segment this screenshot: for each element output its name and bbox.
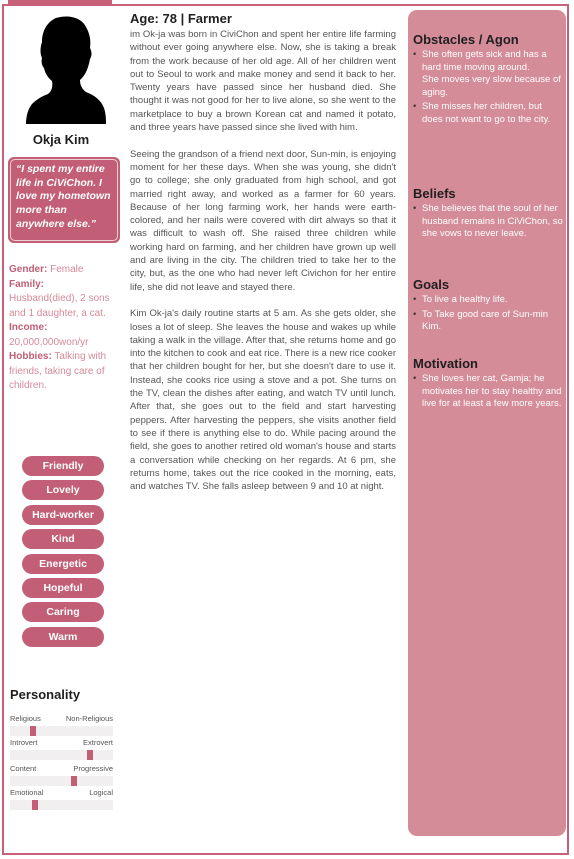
personality-slider-religion: Religious Non-Religious bbox=[10, 714, 113, 736]
persona-facts bbox=[9, 263, 125, 394]
biography bbox=[130, 28, 396, 507]
trait-badge: Warm bbox=[22, 627, 104, 647]
bio-paragraph: im Ok-ja was born in CiviChon and spent her entire life farming without ever going anywhere else. Now, she is taking a break from the work because of her old age. All of her children went out to Seoul to work and make money and send it back to her. Twenty years have passed since her husband died. She thought it was not good for her to live alone, so she went to the marketplace to buy a brown Korean cat and named it potato, and three years have passed since she lived with him. bbox=[130, 29, 396, 134]
motivation-section bbox=[413, 356, 563, 413]
goal-item: • To Take good care of Sun-min Kim. bbox=[413, 309, 563, 334]
fact-gender: Gender: Female bbox=[9, 264, 84, 275]
obstacle-item: • She misses her children, but does not want to go to the city. bbox=[413, 101, 563, 126]
goals-section bbox=[413, 277, 563, 336]
slider-thumb bbox=[71, 776, 77, 786]
trait-badges bbox=[22, 456, 104, 651]
personality-title: Personality bbox=[10, 687, 81, 702]
goals-title: Goals bbox=[413, 277, 450, 292]
persona-name: Okja Kim bbox=[32, 132, 90, 147]
slider-track bbox=[10, 800, 113, 810]
slider-track bbox=[10, 726, 113, 736]
fact-income: Income: 20,000,000won/yr bbox=[9, 322, 89, 348]
bio-paragraph: Kim Ok-ja's daily routine starts at 5 am. As she gets older, she loses a lot of sleep. She leaves the house and wakes up while taking a walk in the village. After that, she returns home and go into the kitchen to cook and eat rice. There is a new rice cooker that her children bought for her, but she doesn't dare to use it. Instead, she cooks rice using a stove and a pot. She turns on the TV, clean the dishes after eating, and watch TV until lunch. After that, she goes out to the field and start harvesting peppers. After harvesting the peppers, she visits another field to see if there is anything else to do. While pacing around the field, she goes to another retired old woman's house and starts a conversation while checking on her regards. At 6 pm, she returns home, takes out the rice cooked in the morning, eats, and watches TV. She falls asleep between 9 and 10 at night. bbox=[130, 308, 396, 493]
slider-thumb bbox=[32, 800, 38, 810]
trait-badge: Hopeful bbox=[22, 578, 104, 598]
belief-item: • She believes that the soul of her husband remains in CiViChon, so she vows to never leave. bbox=[413, 203, 563, 241]
trait-badge: Friendly bbox=[22, 456, 104, 476]
beliefs-title: Beliefs bbox=[413, 186, 456, 201]
trait-badge: Kind bbox=[22, 529, 104, 549]
slider-track bbox=[10, 750, 113, 760]
silhouette-avatar bbox=[22, 14, 108, 124]
slider-thumb bbox=[30, 726, 36, 736]
trait-badge: Lovely bbox=[22, 480, 104, 500]
beliefs-section bbox=[413, 186, 563, 243]
obstacles-section bbox=[413, 32, 563, 128]
motivation-item: • She loves her cat, Gamja; he motivates her to stay healthy and live for at least a few more years. bbox=[413, 373, 563, 411]
personality-slider-emotion: Emotional Logical bbox=[10, 788, 113, 810]
trait-badge: Energetic bbox=[22, 554, 104, 574]
obstacle-item: • She often gets sick and has a hard time moving around. She moves very slow because of aging. bbox=[413, 49, 563, 99]
personality-slider-contentment: Content Progressive bbox=[10, 764, 113, 786]
trait-badge: Caring bbox=[22, 602, 104, 622]
fact-hobbies: Hobbies: Talking with friends, taking care of children. bbox=[9, 351, 107, 391]
slider-track bbox=[10, 776, 113, 786]
personality-slider-introversion: Introvert Extrovert bbox=[10, 738, 113, 760]
insights-panel bbox=[408, 10, 566, 836]
goal-item: • To live a healthy life. bbox=[413, 294, 563, 307]
slider-thumb bbox=[87, 750, 93, 760]
trait-badge: Hard-worker bbox=[22, 505, 104, 525]
motivation-title: Motivation bbox=[413, 356, 478, 371]
bio-paragraph: Seeing the grandson of a friend next door, Sun-min, is enjoying moment for her these days. When she was young, she didn't go to college; she only graduated from high school, and got married right away, and worked as a farmer for 60 years. Because of her long farming work, her hands were earth-colored, and her nails were covered with dirt always so that it was difficult to wash off. She raised three children while working hard on farming, and her children have grown up well and are living in the city. The children tried to take her to the city, but, as the one who had never left Civichon for her entire life, she did not leave and stayed there. bbox=[130, 148, 396, 293]
age-occupation: Age: 78 | Farmer bbox=[130, 11, 232, 26]
fact-family: Family: Husband(died), 2 sons and 1 daughter, a cat. bbox=[9, 278, 110, 319]
persona-quote: “I spent my entire life in CiViChon. I love my hometown more than anywhere else.” bbox=[8, 157, 120, 243]
obstacles-title: Obstacles / Agon bbox=[413, 32, 519, 47]
top-accent-bar bbox=[8, 0, 112, 4]
